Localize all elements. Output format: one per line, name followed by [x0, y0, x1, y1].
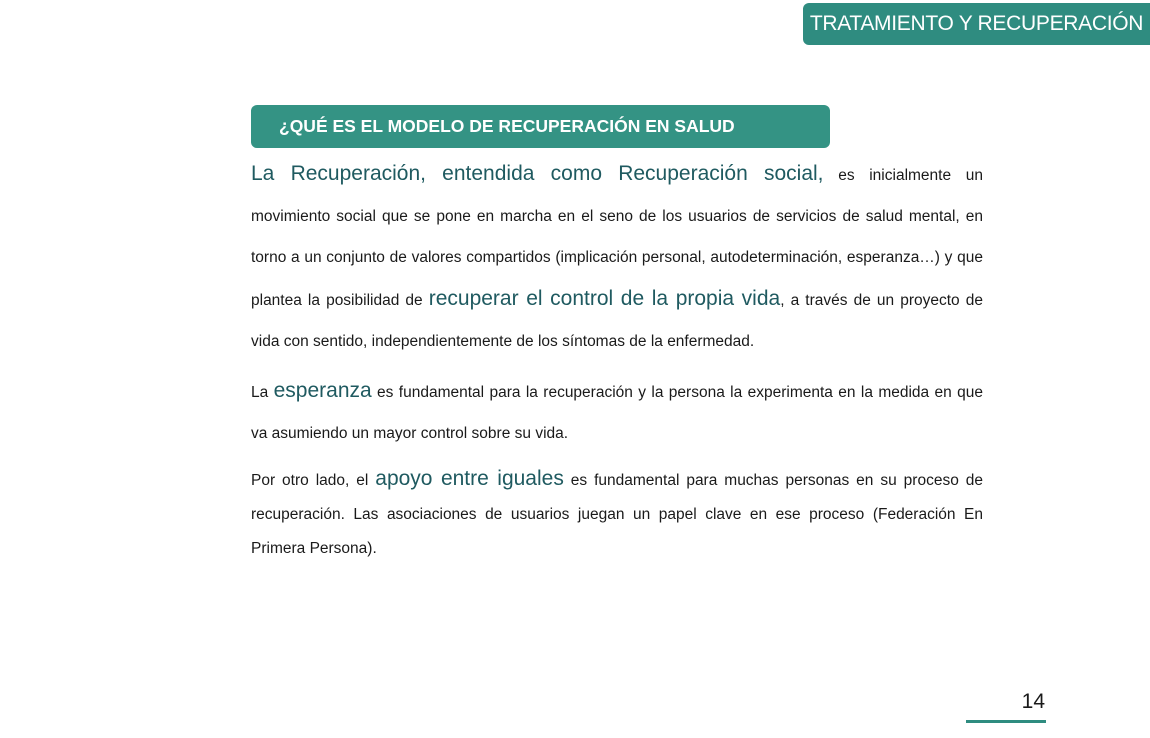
page-number: 14 — [1021, 690, 1045, 713]
paragraph-esperanza — [251, 370, 983, 454]
paragraph-text: La — [251, 384, 274, 401]
highlight-apoyo-entre-iguales: apoyo entre iguales — [375, 467, 564, 490]
paragraph-apoyo — [251, 462, 983, 566]
highlight-recuperacion-social: La Recuperación, entendida como Recuperación social, — [251, 162, 824, 185]
paragraph-text: es inicialmente un movimiento social que se pone en marcha en el seno de los usuarios de servicios de salud mental, en torno a un conjunto de valores compartidos (implicación personal, autodeterminación, esperanza…) y que plantea la posibilidad de — [251, 167, 984, 309]
highlight-esperanza: esperanza — [273, 379, 372, 402]
paragraph-recuperacion — [251, 153, 983, 362]
section-heading-banner: ¿QUÉ ES EL MODELO DE RECUPERACIÓN EN SALUD — [251, 105, 830, 148]
paragraph-text: , a través de un proyecto de vida con sentido, independientemente de los síntomas de la enfermedad. — [251, 292, 983, 350]
body-text — [251, 153, 983, 574]
page-number-underline — [966, 720, 1046, 723]
paragraph-text: es fundamental para muchas personas en su proceso de recuperación. Las asociaciones de usuarios juegan un papel clave en ese proceso (Federación En Primera Persona). — [251, 472, 983, 557]
highlight-recuperar-control: recuperar el control de la propia vida — [428, 287, 781, 310]
section-header-tab: TRATAMIENTO Y RECUPERACIÓN — [803, 3, 1150, 45]
paragraph-text: es fundamental para la recuperación y la persona la experimenta en la medida en que va asumiendo un mayor control sobre su vida. — [251, 384, 983, 442]
paragraph-text: Por otro lado, el — [251, 472, 376, 489]
